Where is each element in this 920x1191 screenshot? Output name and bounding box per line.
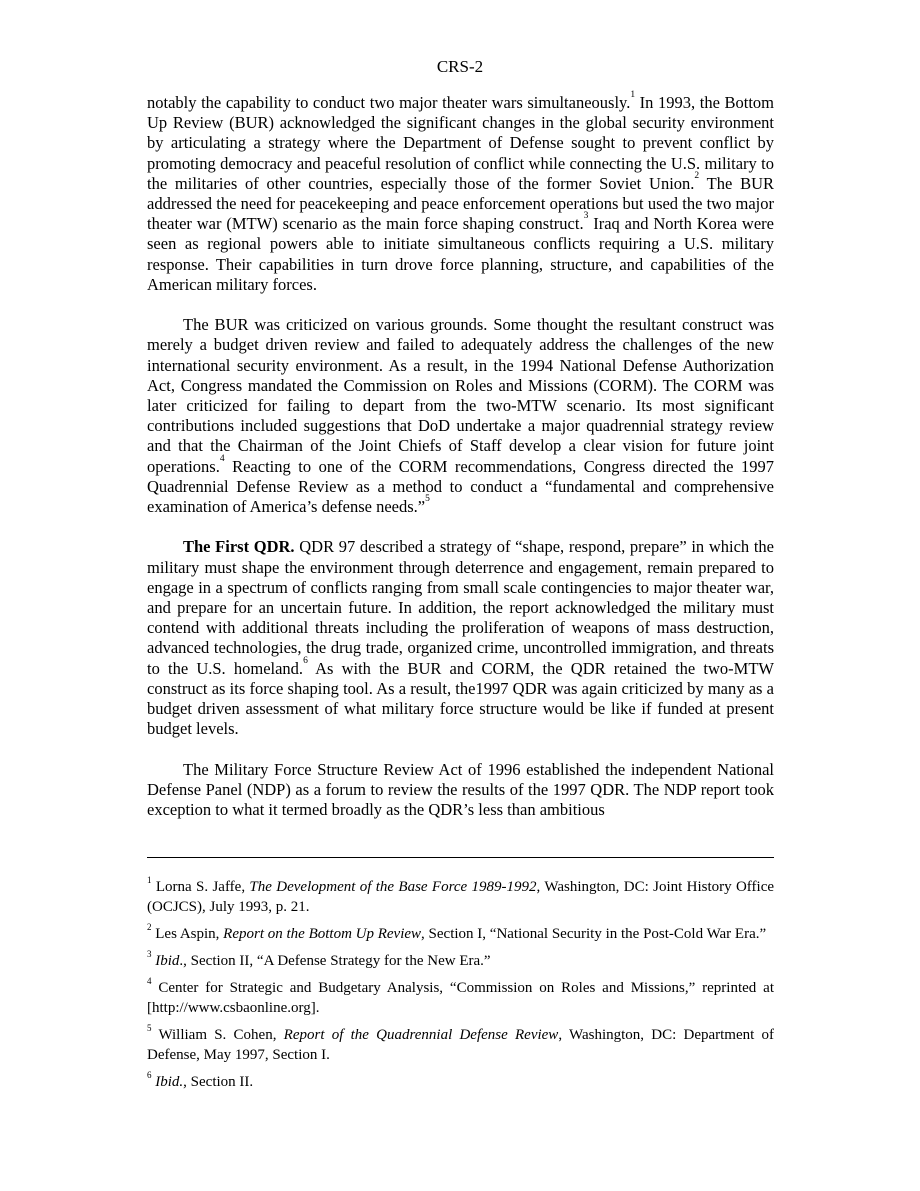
- footnote-title: The Development of the Base Force 1989-1992: [249, 879, 537, 895]
- footnote-number: 3: [147, 949, 152, 959]
- footnote-1: [147, 877, 774, 917]
- footnote-6: [147, 1072, 774, 1092]
- paragraph-2: [147, 315, 774, 517]
- footnote-text: Lorna S. Jaffe,: [151, 879, 250, 895]
- footnote-ref-4[interactable]: 4: [219, 453, 225, 464]
- paragraph-text: In 1993, the Bottom Up Review (BUR) acknowledged the significant changes in the global security environment by articulating a strategy where the Department of Defense sought to prevent conflict by promoting democracy and peaceful resolution of conflict while connecting the U.S. military to the militaries of other countries, especially those of the former Soviet Union.: [147, 93, 774, 193]
- footnote-4: [147, 978, 774, 1018]
- body-text: [147, 90, 775, 820]
- paragraph-text: Reacting to one of the CORM recommendations, Congress directed the 1997 Quadrennial Defense Review as a method to conduct a “fundamental and comprehensive examination of America’s defense needs.”: [147, 456, 774, 517]
- footnote-title: Ibid.: [155, 1074, 184, 1090]
- footnote-text: , Section II.: [183, 1074, 254, 1090]
- footnote-5: [147, 1025, 774, 1065]
- paragraph-text: As with the BUR and CORM, the QDR retained the two-MTW construct as its force shaping tool. As a result, the1997 QDR was again criticized by many as a budget driven assessment of what military force structure would be like if funded at present budget levels.: [147, 658, 774, 739]
- footnote-number: 5: [147, 1023, 152, 1033]
- footnote-2: [147, 924, 774, 944]
- paragraph-text: The BUR addressed the need for peacekeeping and peace enforcement operations but used the two major theater war (MTW) scenario as the main force shaping construct.: [147, 173, 774, 234]
- footnote-3: [147, 951, 774, 971]
- footnote-ref-5[interactable]: 5: [425, 494, 430, 505]
- paragraph-text: The Military Force Structure Review Act of 1996 established the independent National Defense Panel (NDP) as a forum to review the results of the 1997 QDR. The NDP report took exception to what it termed broadly as the QDR’s less than ambitious: [147, 759, 774, 820]
- footnote-ref-1[interactable]: 1: [630, 90, 636, 100]
- footnote-number: 1: [147, 875, 152, 885]
- footnote-number: 4: [147, 976, 152, 986]
- footnote-number: 2: [147, 922, 152, 932]
- paragraph-text: The BUR was criticized on various grounds. Some thought the resultant construct was merely a budget driven review and failed to adequately address the challenges of the new international security environment. As a result, in the 1994 National Defense Authorization Act, Congress mandated the Commission on Roles and Missions (CORM). The CORM was later criticized for failing to depart from the two-MTW scenario. Its most significant contributions included suggestions that DoD undertake a major quadrennial strategy review and that the Chairman of the Joint Chiefs of Staff develop a clear vision for future joint operations.: [147, 315, 774, 476]
- paragraph-3: [147, 537, 774, 739]
- footnote-text: Les Aspin,: [151, 926, 224, 942]
- paragraph-text: Iraq and North Korea were seen as regional powers able to initiate simultaneous conflicts requiring a U.S. military response. Their capabilities in turn drove force planning, structure, and capabilities of the American military forces.: [147, 214, 774, 294]
- paragraph-4: [147, 760, 774, 821]
- footnote-text: ., Section II, “A Defense Strategy for the New Era.”: [179, 953, 491, 969]
- footnote-divider: [147, 857, 774, 858]
- footnote-text: , Section I, “National Security in the Post-Cold War Era.”: [421, 926, 767, 942]
- footnote-text: Center for Strategic and Budgetary Analysis, “Commission on Roles and Missions,” reprinted at [http://www.csbaonline.org].: [147, 980, 774, 1016]
- paragraph-1: [147, 90, 774, 295]
- footnote-text: William S. Cohen,: [151, 1027, 284, 1043]
- footnote-title: Ibid: [155, 953, 180, 969]
- footnote-text: , Washington, DC: Department of Defense, May 1997, Section I.: [147, 1027, 775, 1063]
- footnote-number: 6: [147, 1070, 152, 1080]
- footnotes: [147, 877, 774, 1099]
- section-heading: The First QDR.: [183, 537, 295, 557]
- footnote-title: Report of the Quadrennial Defense Review: [283, 1027, 559, 1043]
- paragraph-text: notably the capability to conduct two major theater wars simultaneously.: [147, 93, 631, 112]
- footnote-ref-6[interactable]: 6: [303, 655, 308, 666]
- footnote-ref-2[interactable]: 2: [694, 170, 700, 181]
- footnote-title: Report on the Bottom Up Review: [223, 926, 422, 942]
- footnote-ref-3[interactable]: 3: [583, 211, 589, 222]
- footnote-text: , Washington, DC: Joint History Office (OCJCS), July 1993, p. 21.: [147, 879, 775, 915]
- page-header: CRS-2: [436, 57, 484, 76]
- paragraph-text: QDR 97 described a strategy of “shape, respond, prepare” in which the military must shape the environment through deterrence and engagement, remain prepared to engage in a spectrum of conflicts ranging from small scale contingencies to major theater war, and prepare for an uncertain future. In addition, the report acknowledged the military must contend with additional threats including the proliferation of weapons of mass destruction, advanced technologies, the drug trade, organized crime, uncontrolled immigration, and threats to the U.S. homeland.: [147, 537, 775, 678]
